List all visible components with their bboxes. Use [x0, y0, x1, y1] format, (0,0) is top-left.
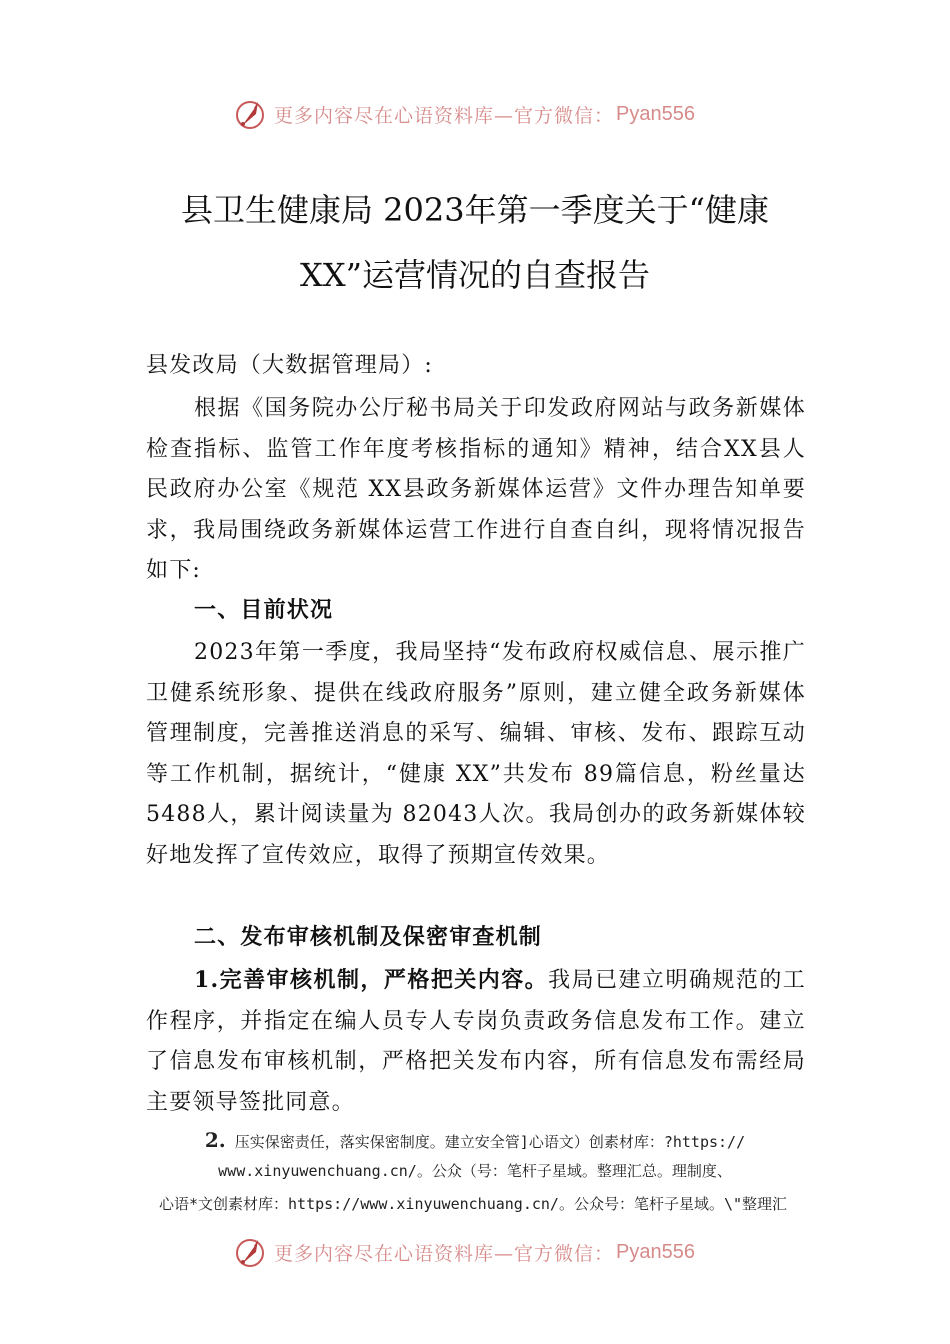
document-title-line1: 县卫生健康局 2023年第一季度关于“健康	[181, 191, 769, 229]
note-line3: 心语*文创素材库：https://www.xinyuwenchuang.cn/。公众号：笔杆子星域。\"整理汇	[158, 1195, 788, 1213]
item1-body: 我局已建立明确规范的工作程序，并指定在编人员专人专岗负责政务信息发布工作。建立了信息发布审核机制，严格把关发布内容，所有信息发布需经局主要领导签批同意。	[146, 968, 807, 1115]
watermark-text: 更多内容尽在心语资料库—官方微信：	[274, 1242, 615, 1265]
document-title-line2: XX”运营情况的自查报告	[300, 256, 650, 294]
section1-paragraph: 2023年第一季度，我局坚持“发布政府权威信息、展示推广卫健系统形象、提供在线政府服务”原则，建立健全政务新媒体管理制度，完善推送消息的采写、编辑、审核、发布、跟踪互动等工作机制，据统计，“健康 XX”共发布 89篇信息，粉丝量达 5488人，累计阅读量为 82043人次。我局创办的政务新媒体较好地发挥了宣传效应，取得了预期宣传效果。	[146, 640, 806, 868]
watermark-id: Pyan556	[616, 102, 695, 125]
watermark-text: 更多内容尽在心语资料库—官方微信：	[274, 104, 615, 127]
watermark-header	[232, 94, 695, 134]
item1-lead: 1.完善审核机制，严格把关内容。	[194, 967, 549, 993]
note-line1-text: 压实保密责任，落实保密制度。建立安全管]心语文）创素材库：?https://	[234, 1133, 746, 1151]
section2-heading: 二、发布审核机制及保密审查机制	[194, 924, 543, 950]
item1-paragraph	[146, 960, 806, 1123]
intro-paragraph: 根据《国务院办公厅秘书局关于印发政府网站与政务新媒体检查指标、监管工作年度考核指标的通知》精神，结合XX县人民政府办公室《规范 XX县政务新媒体运营》文件办理告知单要求，我局围绕政务新媒体运营工作进行自查自纠，现将情况报告如下:	[146, 396, 806, 583]
addressee: 县发改局（大数据管理局）:	[146, 353, 434, 378]
section1-heading: 一、目前状况	[194, 597, 334, 623]
note-line1	[130, 1126, 820, 1157]
note-line2: www.xinyuwenchuang.cn/。公众（号：笔杆子星域。整理汇总。理制度、	[218, 1162, 732, 1180]
quill-logo-icon	[232, 1234, 268, 1270]
note-number: 2.	[204, 1128, 226, 1152]
watermark-footer	[232, 1232, 695, 1272]
quill-logo-icon	[232, 96, 268, 132]
watermark-id: Pyan556	[616, 1240, 695, 1263]
